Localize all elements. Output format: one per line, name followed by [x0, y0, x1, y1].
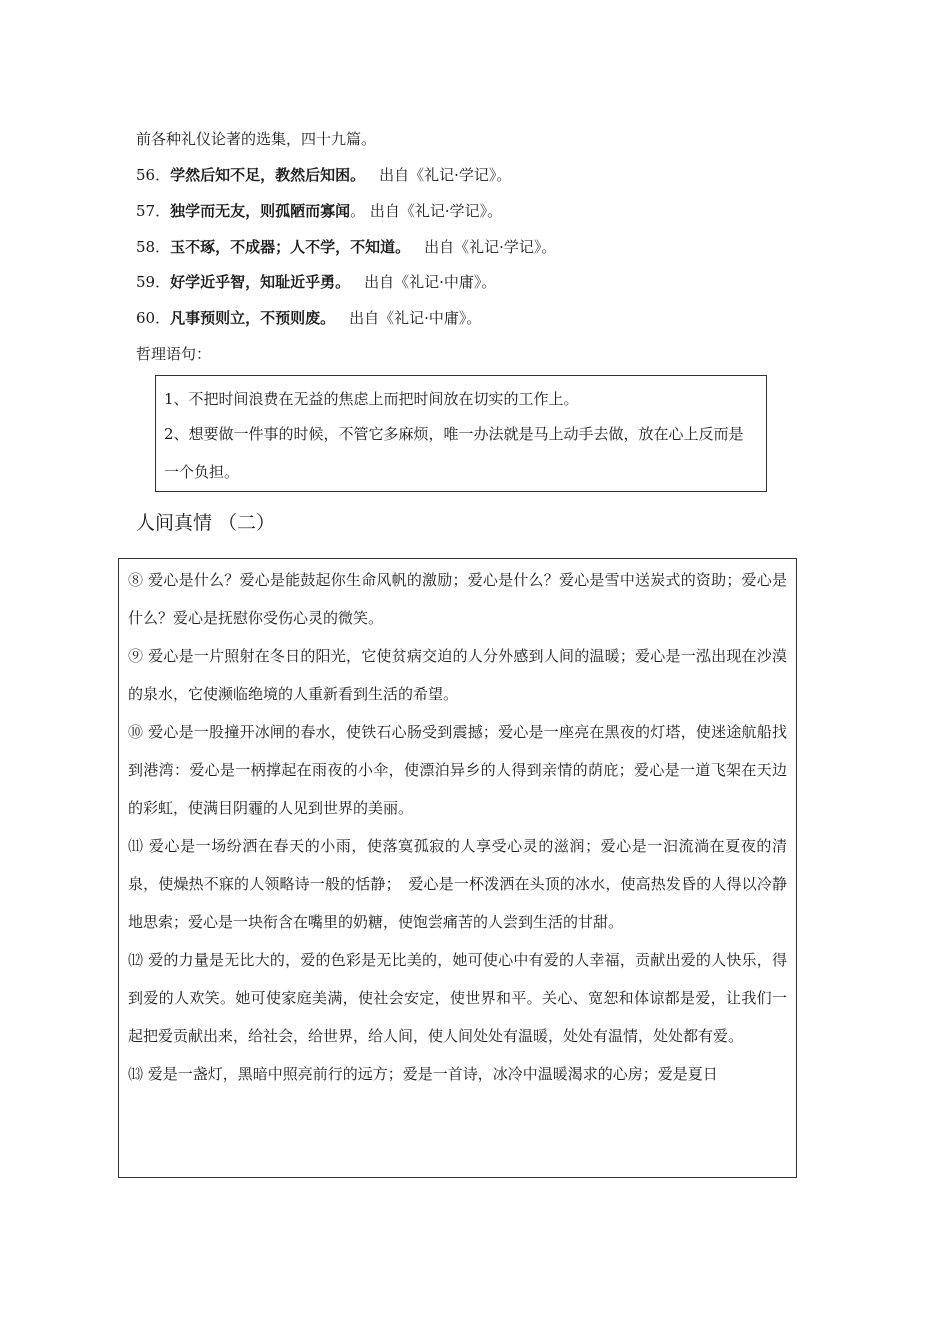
- quote-source: 出自《礼记·中庸》。: [349, 309, 482, 327]
- section-heading: 人间真情 （二）: [136, 512, 276, 534]
- quote-source: 出自《礼记·学记》。: [379, 166, 512, 184]
- quote-source: 出自《礼记·学记》。: [424, 238, 557, 256]
- philosophy-box: [155, 375, 767, 492]
- quote-text: 好学近乎智，知耻近乎勇。: [170, 273, 351, 291]
- philosophy-item: 1、不把时间浪费在无益的焦虑上而把时间放在切实的工作上。: [164, 390, 579, 408]
- quote-57: [136, 200, 502, 221]
- quote-text: 学然后知不足，教然后知困。: [170, 166, 366, 184]
- quote-number: 56．: [136, 166, 171, 184]
- paragraph: ⑾ 爱心是一场纷洒在春天的小雨，使落寞孤寂的人享受心灵的滋润；爱心是一汩流淌在夏夜的清泉，使燥热不寐的人领略诗一般的恬静； 爱心是一杯泼洒在头顶的冰水，使高热发昏的人得以冷静地思索；爱心是一块衔含在嘴里的奶糖，使饱尝痛苦的人尝到生活的甘甜。: [128, 837, 787, 931]
- quote-source: 。 出自《礼记·学记》。: [350, 202, 503, 220]
- philosophy-item: 2、想要做一件事的时候，不管它多麻烦，唯一办法就是马上动手去做，放在心上反而是一个负担。: [164, 425, 744, 481]
- paragraph: ⑧ 爱心是什么？爱心是能鼓起你生命风帆的激励；爱心是什么？爱心是雪中送炭式的资助；爱心是什么？爱心是抚慰你受伤心灵的微笑。: [128, 571, 787, 627]
- paragraph: ⑿ 爱的力量是无比大的，爱的色彩是无比美的，她可使心中有爱的人幸福，贡献出爱的人快乐，得到爱的人欢笑。她可使家庭美满，使社会安定，使世界和平。关心、宽恕和体谅都是爱，让我们一起把爱贡献出来，给社会，给世界，给人间，使人间处处有温暖，处处有温情，处处都有爱。: [128, 951, 787, 1045]
- quote-text: 玉不琢，不成器；人不学，不知道。: [170, 238, 411, 256]
- quote-text: 独学而无友，则孤陋而寡闻: [170, 202, 351, 220]
- quote-number: 57．: [136, 202, 171, 220]
- quote-number: 60．: [136, 309, 171, 327]
- quote-59: [136, 271, 496, 292]
- paragraph: ⑨ 爱心是一片照射在冬日的阳光，它使贫病交迫的人分外感到人间的温暖；爱心是一泓出现在沙漠的泉水，它使濒临绝境的人重新看到生活的希望。: [128, 647, 787, 703]
- paragraph: ⑩ 爱心是一股撞开冰闸的春水，使铁石心肠受到震撼；爱心是一座亮在黑夜的灯塔，使迷途航船找到港湾：爱心是一柄撑起在雨夜的小伞，使漂泊异乡的人得到亲情的荫庇；爱心是一道飞架在天边的彩虹，使满目阴霾的人见到世界的美丽。: [128, 723, 787, 817]
- text-box: [118, 558, 797, 1178]
- quote-text: 凡事预则立，不预则废。: [170, 309, 336, 327]
- quote-58: [136, 236, 556, 257]
- quote-56: [136, 164, 511, 185]
- philosophy-label: 哲理语句：: [136, 345, 212, 363]
- quote-60: [136, 307, 481, 328]
- quote-number: 59．: [136, 273, 171, 291]
- continued-line: 前各种礼仪论著的选集，四十九篇。: [136, 130, 377, 148]
- quote-number: 58．: [136, 238, 171, 256]
- paragraph: ⒀ 爱是一盏灯，黑暗中照亮前行的远方；爱是一首诗，冰冷中温暖渴求的心房；爱是夏日: [128, 1065, 718, 1083]
- quote-source: 出自《礼记·中庸》。: [364, 273, 497, 291]
